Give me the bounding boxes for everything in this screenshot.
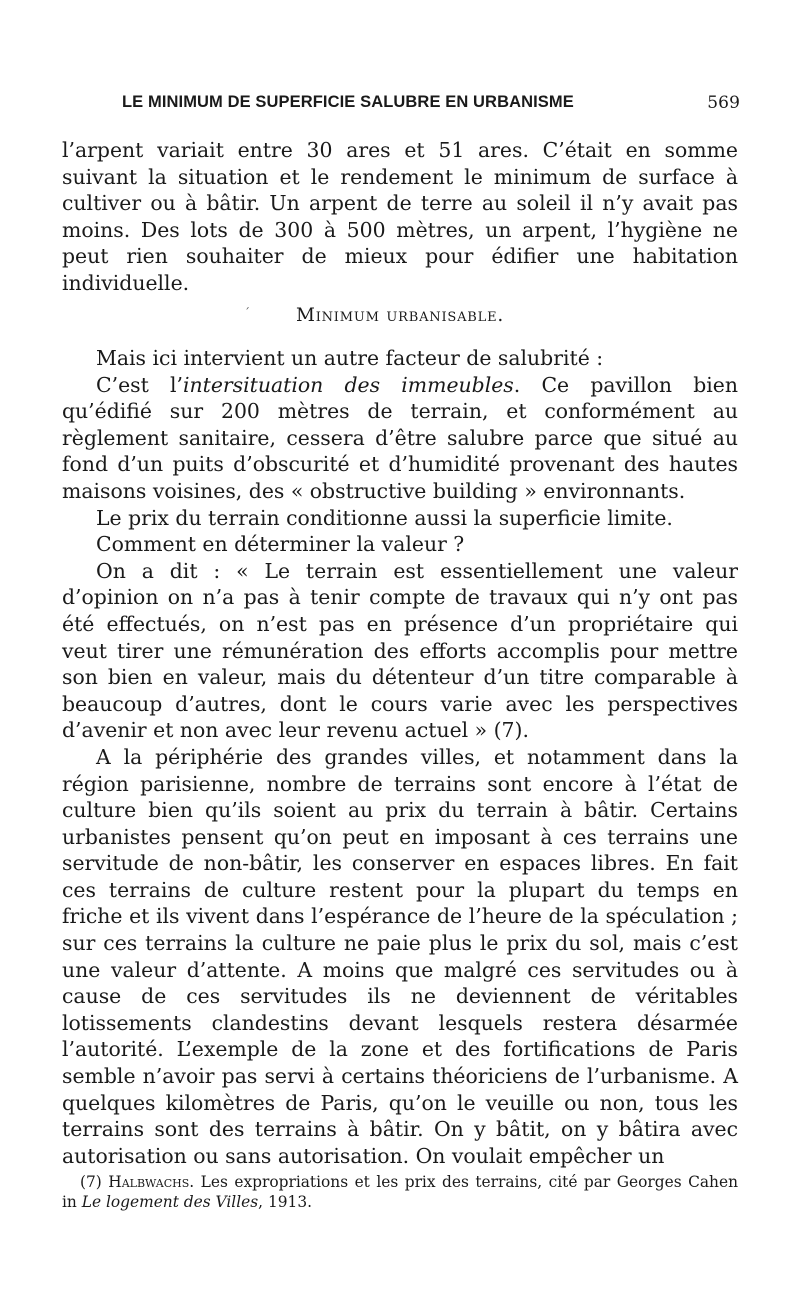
- stray-mark: ´: [244, 306, 250, 320]
- footnote-title: Le logement des Villes: [81, 1193, 259, 1211]
- paragraph: Le prix du terrain conditionne aussi la superficie limite.: [96, 505, 673, 530]
- section-heading: Minimum urbanisable.: [295, 305, 505, 326]
- footnote-text: [62, 1172, 738, 1212]
- text-block-main: [62, 345, 738, 1169]
- footnote-author: Halbwachs: [108, 1173, 190, 1191]
- paragraph: [62, 372, 738, 505]
- running-header: [122, 93, 740, 119]
- paragraph: Mais ici intervient un autre facteur de salubrité :: [96, 346, 604, 370]
- paragraph-rest: . Ce pavillon bien qu’édifié sur 200 mètres de terrain, et conformément au règlement sanitaire, cessera d’être salubre parce que situé au fond d’un puits d’obscurité et d’humidité provenant des hautes maisons voisines, des « obstructive building » environnants.: [62, 372, 738, 503]
- running-title: LE MINIMUM DE SUPERFICIE SALUBRE EN URBANISME: [122, 93, 574, 111]
- page-number: 569: [707, 93, 740, 113]
- paragraph: Comment en déterminer la valeur ?: [96, 532, 465, 557]
- footnote-year: , 1913.: [258, 1193, 313, 1211]
- paragraph: On a dit : « Le terrain est essentiellement une valeur d’opinion on n’a pas à tenir compte de travaux qui n’y ont pas été effectués, on n’est pas en présence d’un propriétaire qui veut tirer une rémunération des efforts accomplis pour mettre son bien en valeur, mais du détenteur d’un titre comparable à beaucoup d’autres, dont le cours varie avec les perspectives d’avenir et non avec leur revenu actuel » (7).: [62, 558, 738, 743]
- footnote-marker: (7): [80, 1173, 109, 1191]
- footnote: [62, 1172, 738, 1212]
- footnote-body: . Les expropriations et les prix des terrains, cité par Georges Cahen in: [62, 1173, 738, 1211]
- paragraph-lead: C’est l’: [96, 372, 184, 397]
- text-block-top: [62, 137, 738, 297]
- paragraph: A la périphérie des grandes villes, et notamment dans la région parisienne, nombre de terrains sont encore à l’état de culture bien qu’ils soient au prix du terrain à bâtir. Certains urbanistes pensent qu’on peut en imposant à ces terrains une servitude de non-bâtir, les conserver en espaces libres. En fait ces terrains de culture restent pour la plupart du temps en friche et ils vivent dans l’espérance de l’heure de la spéculation ; sur ces terrains la culture ne paie plus le prix du sol, mais c’est une valeur d’attente. A moins que malgré ces servitudes ou à cause de ces servitudes ils ne deviennent de véritables lotissements clandestins devant lesquels restera désarmée l’autorité. L’exemple de la zone et des fortifications de Paris semble n’avoir pas servi à certains théoriciens de l’urbanisme. A quelques kilomètres de Paris, qu’on le veuille ou non, tous les terrains sont des terrains à bâtir. On y bâtit, on y bâtira avec autorisation ou sans autorisation. On voulait empêcher un: [62, 744, 738, 1168]
- emphasis: intersituation des immeubles: [183, 372, 514, 397]
- paragraph: l’arpent variait entre 30 ares et 51 ares. C’était en somme suivant la situation et le rendement le minimum de surface à cultiver ou à bâtir. Un arpent de terre au soleil il n’y avait pas moins. Des lots de 300 à 500 mètres, un arpent, l’hygiène ne peut rien souhaiter de mieux pour édifier une habitation individuelle.: [62, 138, 738, 295]
